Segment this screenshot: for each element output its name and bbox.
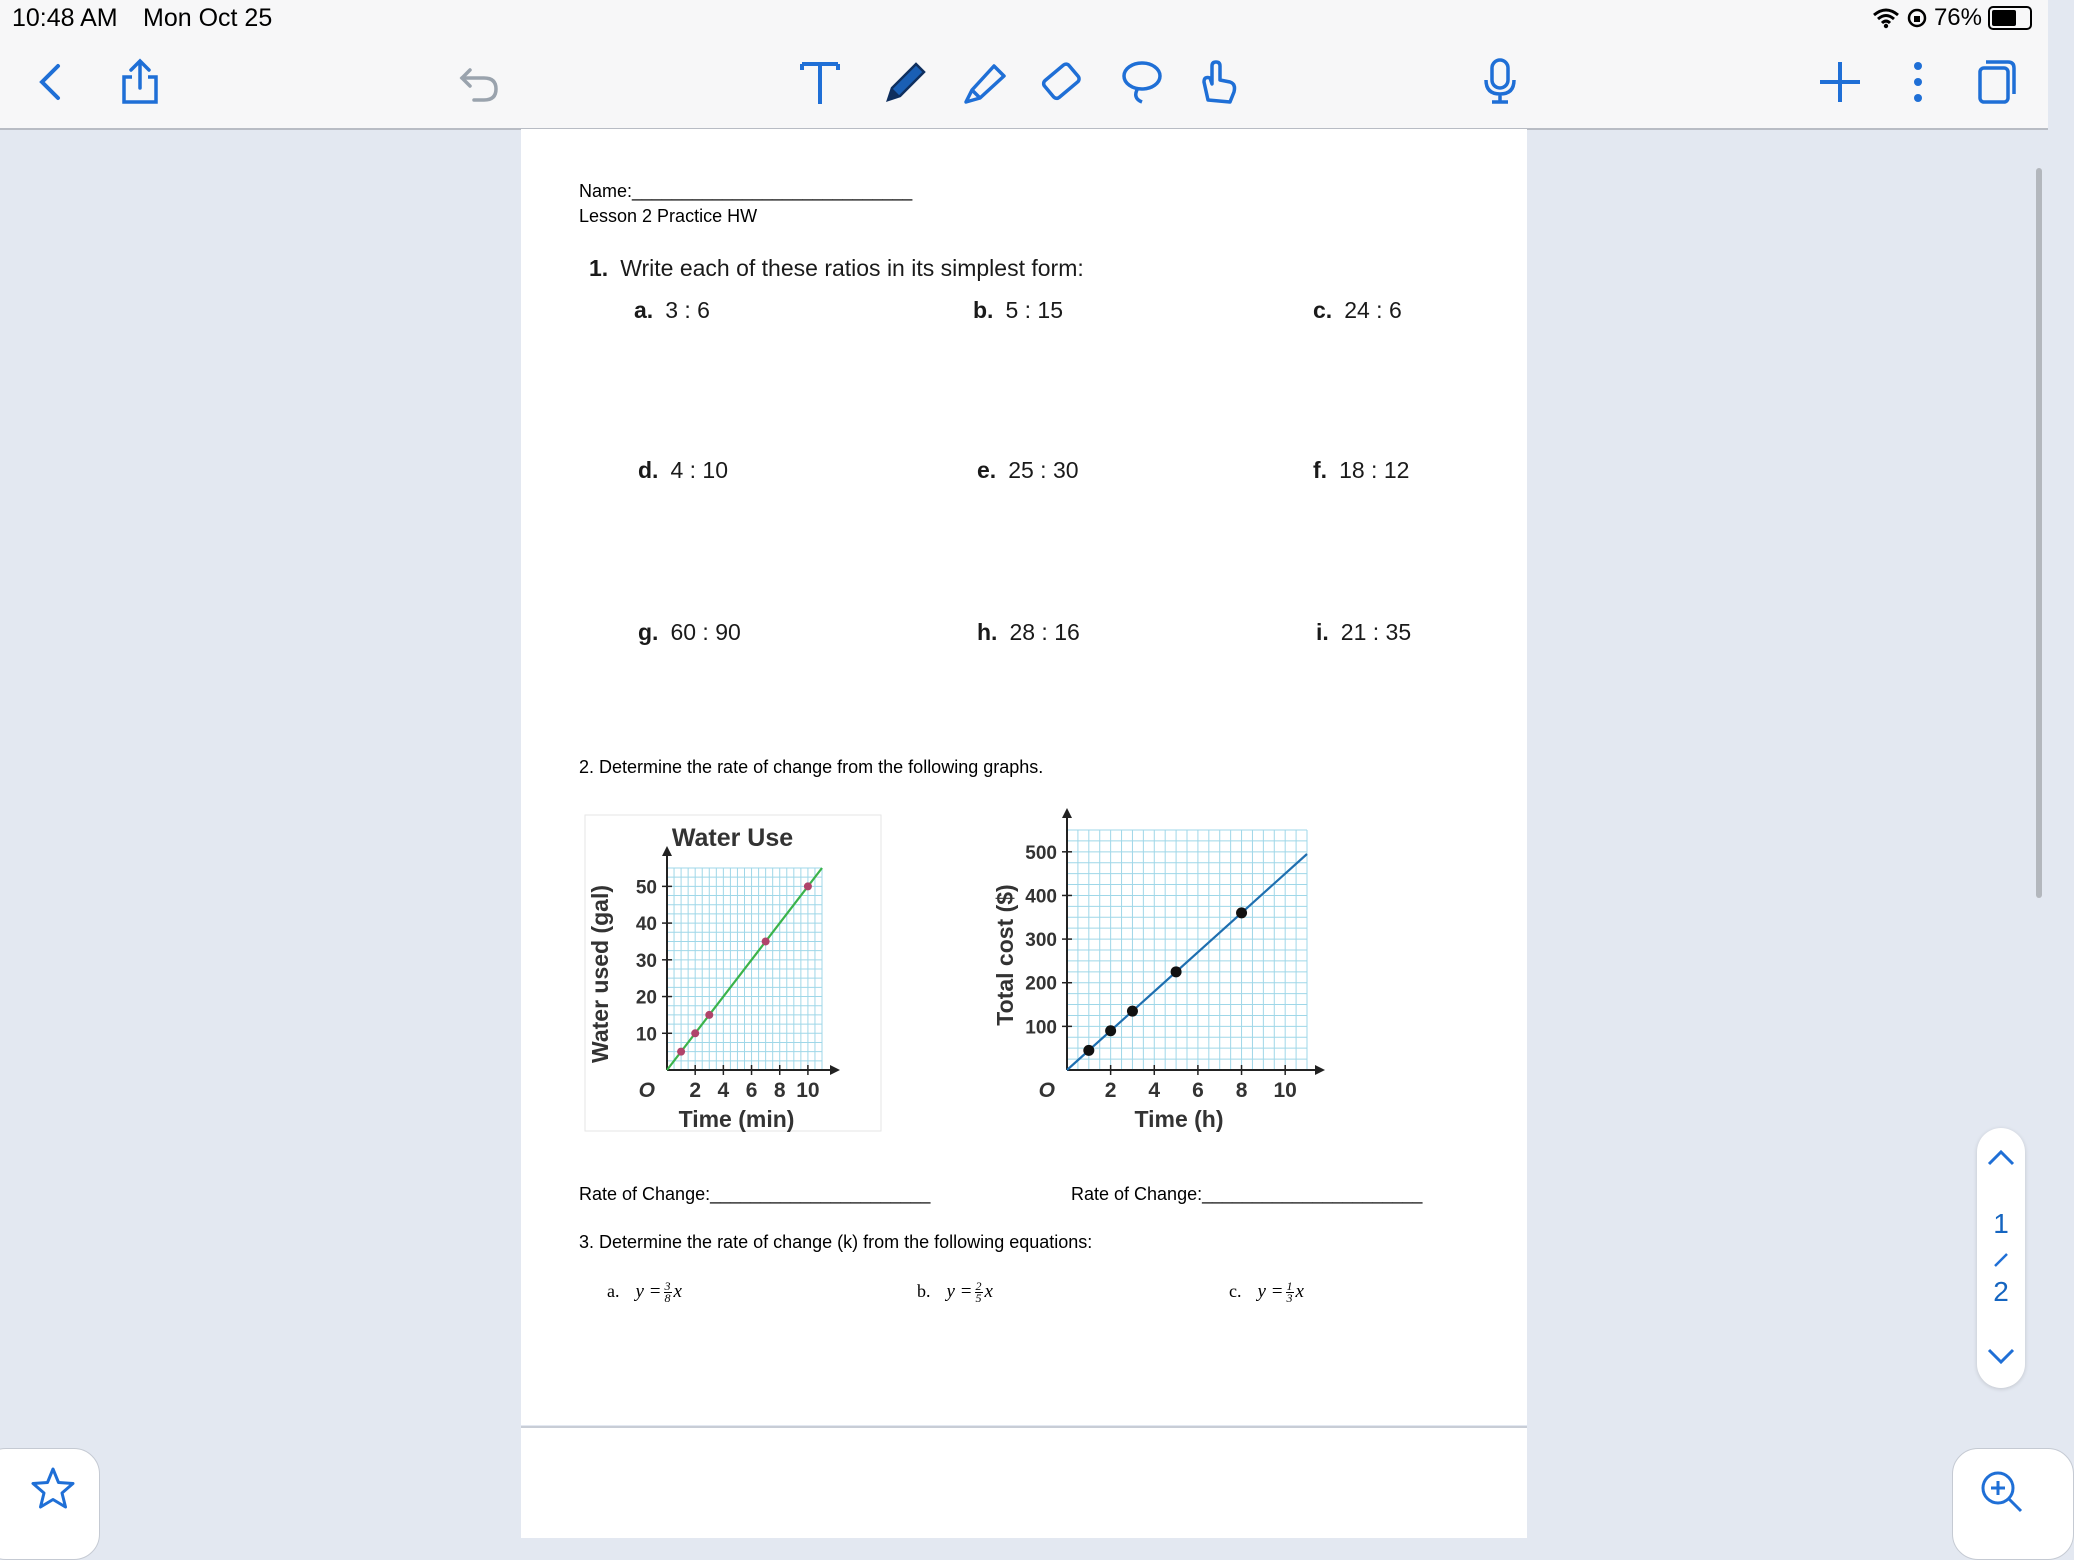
chart-title: Water Use — [671, 824, 794, 852]
y-tick-label: 500 — [1025, 842, 1057, 864]
ratio-item: i. 21 : 35 — [1316, 619, 1412, 645]
annotation-toolbar — [0, 36, 2048, 130]
y-tick-label: 50 — [635, 877, 657, 899]
wifi-icon — [1872, 7, 1900, 29]
y-axis-arrow — [662, 846, 672, 856]
add-icon[interactable] — [1810, 52, 1870, 112]
undo-icon[interactable] — [450, 52, 510, 112]
scrollbar[interactable] — [2036, 168, 2042, 898]
rate-of-change-1: Rate of Change:______________________ — [579, 1184, 931, 1204]
origin-label: O — [638, 1079, 655, 1102]
x-tick-label: 6 — [745, 1079, 758, 1102]
rate-of-change-2: Rate of Change:______________________ — [1071, 1184, 1423, 1204]
touch-icon[interactable] — [1190, 52, 1250, 112]
pages-icon[interactable] — [1966, 52, 2026, 112]
status-time: 10:48 AM — [12, 4, 118, 32]
ratio-item: d. 4 : 10 — [638, 457, 728, 483]
ratio-item: g. 60 : 90 — [638, 619, 741, 645]
x-axis-label: Time (h) — [1134, 1106, 1224, 1132]
status-indicators — [1872, 4, 2032, 32]
x-axis-label: Time (min) — [678, 1106, 795, 1132]
x-tick-label: 2 — [1104, 1079, 1117, 1102]
ratio-item: a. 3 : 6 — [634, 297, 710, 323]
data-point — [705, 1011, 713, 1019]
x-tick-label: 10 — [796, 1079, 820, 1102]
y-tick-label: 30 — [635, 950, 657, 972]
favorite-button[interactable] — [0, 1448, 100, 1560]
pen-icon[interactable] — [874, 52, 934, 112]
x-axis-arrow — [830, 1065, 840, 1075]
ratio-item: b. 5 : 15 — [973, 297, 1063, 323]
x-tick-label: 8 — [773, 1079, 786, 1102]
x-tick-label: 8 — [1235, 1079, 1248, 1102]
y-tick-label: 10 — [635, 1024, 657, 1046]
x-tick-label: 4 — [1148, 1079, 1161, 1102]
zoom-button[interactable] — [1952, 1448, 2074, 1560]
y-tick-label: 200 — [1025, 973, 1057, 995]
equation-item: c. y = $\frac{1}{3}$ x — [1229, 1279, 1304, 1306]
eraser-icon[interactable] — [1032, 52, 1092, 112]
x-tick-label: 4 — [717, 1079, 730, 1102]
y-tick-label: 100 — [1025, 1017, 1057, 1039]
data-point — [691, 1029, 699, 1037]
water-use-chart — [583, 813, 883, 1133]
y-axis-label: Water used (gal) — [587, 884, 613, 1064]
lasso-icon[interactable] — [1112, 52, 1172, 112]
highlighter-icon[interactable] — [954, 52, 1014, 112]
total-pages: 2 — [1993, 1276, 2009, 1307]
page-down-icon[interactable] — [1985, 1344, 2017, 1368]
more-icon[interactable] — [1888, 52, 1948, 112]
q2-prompt: 2. Determine the rate of change from the following graphs. — [579, 757, 1044, 777]
name-field: Name:____________________________ — [579, 181, 913, 201]
battery-icon — [1988, 6, 2032, 30]
page-up-icon[interactable] — [1985, 1146, 2017, 1170]
equation-item: a. y = $\frac{3}{8}$ x — [607, 1279, 682, 1306]
x-tick-label: 10 — [1273, 1079, 1297, 1102]
origin-label: O — [1038, 1079, 1055, 1102]
zoom-in-icon — [1979, 1469, 2025, 1515]
worksheet-page[interactable] — [521, 129, 1527, 1425]
ratio-item: e. 25 : 30 — [977, 457, 1079, 483]
lesson-title: Lesson 2 Practice HW — [579, 206, 758, 226]
data-point — [1127, 1006, 1138, 1017]
back-icon[interactable] — [22, 52, 82, 112]
data-point — [1083, 1045, 1094, 1056]
y-tick-label: 40 — [635, 914, 657, 936]
ratio-item: f. 18 : 12 — [1313, 457, 1410, 483]
y-axis-label: Total cost ($) — [992, 884, 1018, 1026]
data-point — [1236, 907, 1247, 918]
y-tick-label: 400 — [1025, 886, 1057, 908]
x-axis-arrow — [1315, 1065, 1325, 1075]
page-separator-icon — [1991, 1250, 2011, 1270]
data-point — [1105, 1025, 1116, 1036]
share-icon[interactable] — [110, 52, 170, 112]
q3-prompt: 3. Determine the rate of change (k) from the following equations: — [579, 1232, 1093, 1252]
battery-percent: 76% — [1933, 4, 1982, 31]
ratio-item: c. 24 : 6 — [1313, 297, 1402, 323]
y-axis-arrow — [1062, 808, 1072, 818]
microphone-icon[interactable] — [1470, 52, 1530, 112]
current-page: 1 — [1993, 1208, 2009, 1239]
status-bar — [0, 0, 2048, 36]
star-icon — [29, 1465, 77, 1513]
next-page-preview[interactable] — [521, 1426, 1527, 1538]
text-icon[interactable] — [790, 52, 850, 112]
y-tick-label: 20 — [635, 987, 657, 1009]
x-tick-label: 6 — [1192, 1079, 1204, 1102]
y-tick-label: 300 — [1025, 930, 1057, 952]
chart-frame — [585, 815, 881, 1131]
page-navigator — [1977, 1128, 2025, 1388]
ratio-item: h. 28 : 16 — [977, 619, 1080, 645]
x-tick-label: 2 — [689, 1079, 702, 1102]
status-date: Mon Oct 25 — [143, 4, 273, 32]
data-point — [762, 937, 770, 945]
data-point — [1171, 966, 1182, 977]
q1-prompt: 1. Write each of these ratios in its simplest form: — [589, 255, 1084, 281]
total-cost-chart — [983, 813, 1297, 1133]
data-point — [677, 1048, 685, 1056]
equation-item: b. y = $\frac{2}{5}$ x — [917, 1279, 993, 1306]
orientation-lock-icon — [1906, 7, 1928, 29]
data-point — [804, 882, 812, 890]
